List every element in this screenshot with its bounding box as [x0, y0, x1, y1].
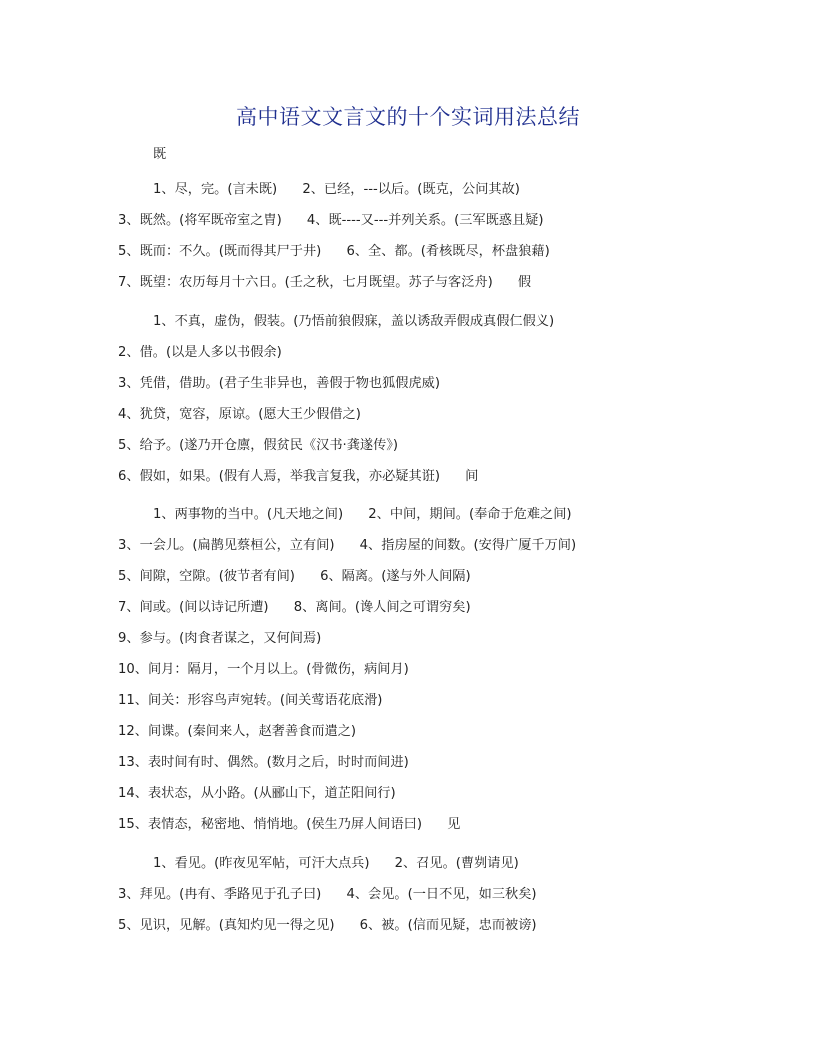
text-line: 1、不真，虚伪，假装。(乃悟前狼假寐，盖以诱敌弄假成真假仁假义) [153, 314, 555, 329]
text-line: 1、看见。(昨夜见军帖，可汗大点兵) 2、召见。(曹刿请见) [153, 856, 519, 871]
text-line: 3、拜见。(冉有、季路见于孔子曰) 4、会见。(一日不见，如三秋矣) [118, 887, 537, 902]
text-line: 5、给予。(遂乃开仓廪，假贫民《汉书·龚遂传》) [118, 438, 399, 453]
text-line: 7、间或。(间以诗记所遭) 8、离间。(谗人间之可谓穷矣) [118, 600, 471, 615]
text-line: 3、一会儿。(扁鹊见蔡桓公，立有间) 4、指房屋的间数。(安得广厦千万间) [118, 538, 577, 553]
text-line: 4、犹贷，宽容，原谅。(愿大王少假借之) [118, 407, 361, 422]
document-title: 高中语文文言文的十个实词用法总结 [236, 105, 580, 129]
text-line: 14、表状态，从小路。(从郦山下，道芷阳间行) [118, 786, 396, 801]
text-line: 3、既然。(将军既帝室之胄) 4、既----又---并列关系。(三军既惑且疑) [118, 213, 544, 228]
text-line: 15、表情态，秘密地、悄悄地。(侯生乃屏人间语曰) 见 [118, 817, 461, 832]
text-line: 7、既望：农历每月十六日。(壬之秋，七月既望。苏子与客泛舟) 假 [118, 275, 532, 290]
text-line: 9、参与。(肉食者谋之，又何间焉) [118, 631, 322, 646]
text-line: 13、表时间有时、偶然。(数月之后，时时而间进) [118, 755, 409, 770]
text-line: 2、借。(以是人多以书假余) [118, 345, 282, 360]
text-line: 5、间隙，空隙。(彼节者有间) 6、隔离。(遂与外人间隔) [118, 569, 471, 584]
text-line: 6、假如，如果。(假有人焉，举我言复我，亦必疑其诳) 间 [118, 469, 479, 484]
text-line: 1、两事物的当中。(凡天地之间) 2、中间，期间。(奉命于危难之间) [153, 507, 572, 522]
text-line: 5、见识，见解。(真知灼见一得之见) 6、被。(信而见疑，忠而被谤) [118, 918, 537, 933]
section-heading-ji: 既 [153, 147, 167, 162]
text-line: 12、间谍。(秦间来人，赵奢善食而遣之) [118, 724, 357, 739]
text-line: 3、凭借，借助。(君子生非异也，善假于物也狐假虎威) [118, 376, 440, 391]
text-line: 5、既而：不久。(既而得其尸于井) 6、全、都。(肴核既尽，杯盘狼藉) [118, 244, 550, 259]
text-line: 1、尽，完。(言未既) 2、已经，---以后。(既克，公问其故) [153, 182, 520, 197]
text-line: 10、间月：隔月，一个月以上。(骨微伤，病间月) [118, 662, 409, 677]
text-line: 11、间关：形容鸟声宛转。(间关莺语花底滑) [118, 693, 383, 708]
